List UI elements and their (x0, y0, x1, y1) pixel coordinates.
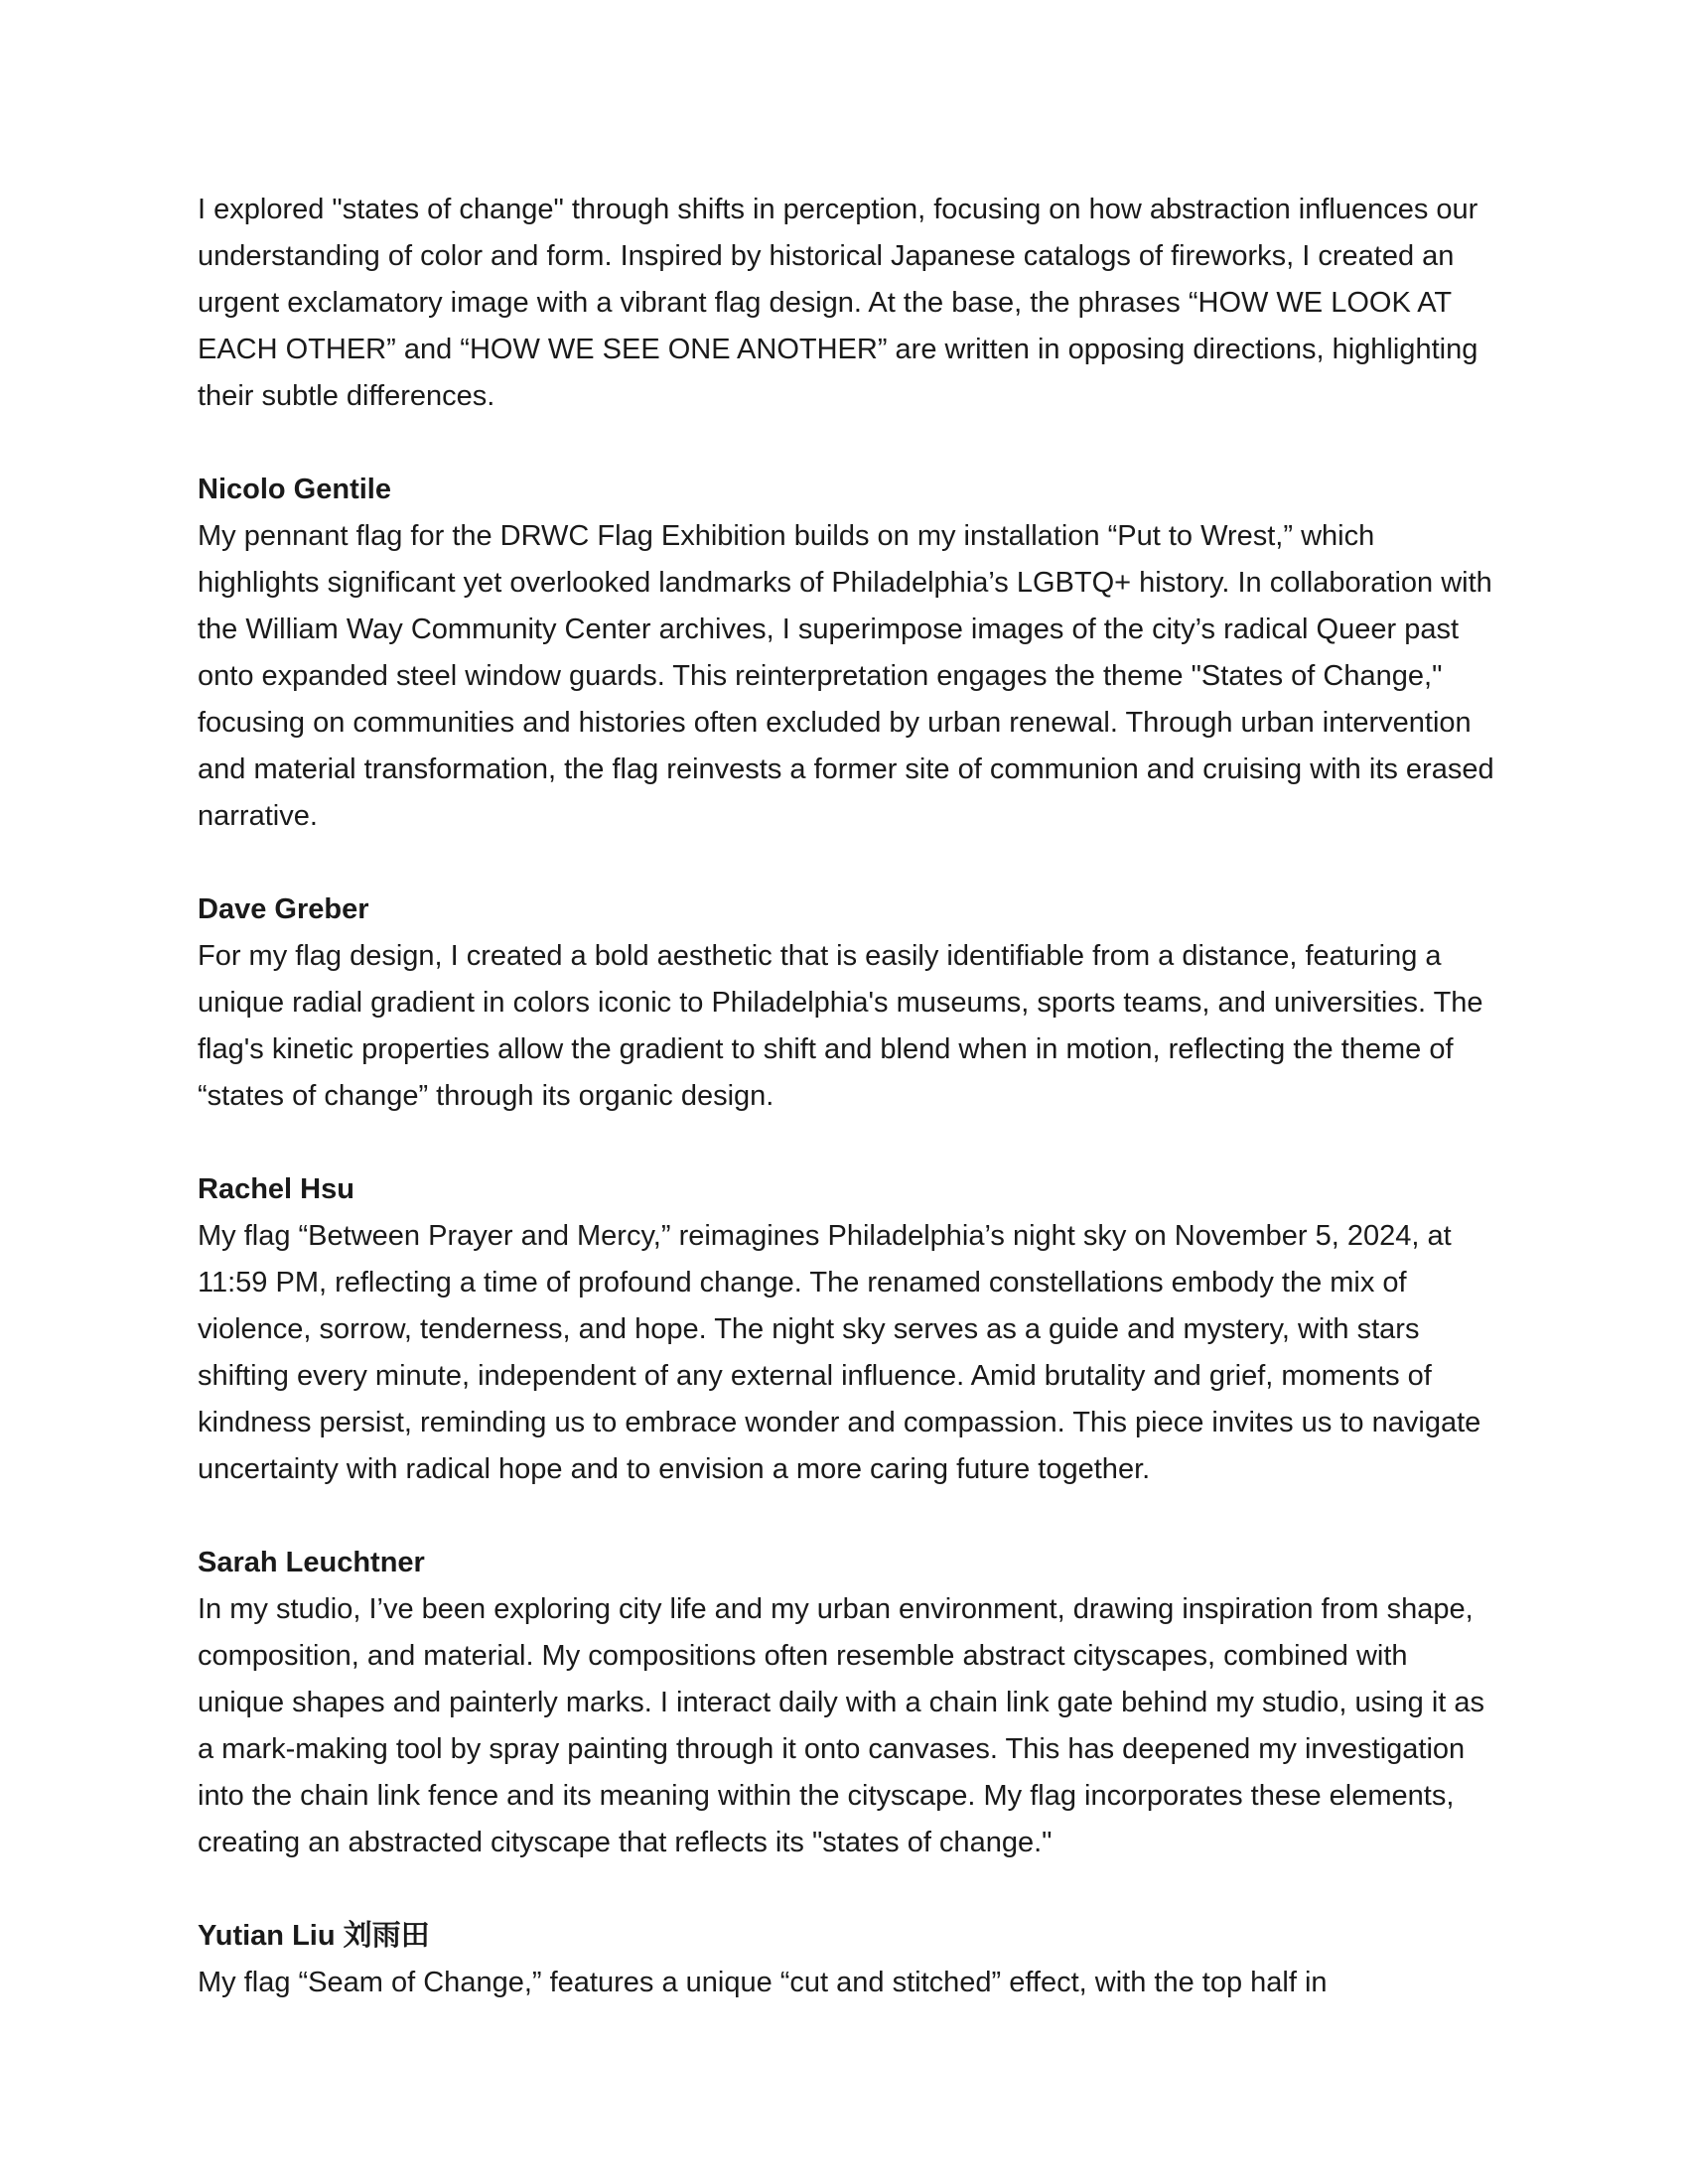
artist-name: Nicolo Gentile (198, 474, 391, 505)
artist-name: Yutian Liu 刘雨田 (198, 1920, 430, 1952)
artist-entry-sarah-leuchtner (198, 1540, 1498, 1866)
artist-name: Sarah Leuchtner (198, 1547, 425, 1578)
artist-entry-nicolo-gentile (198, 467, 1498, 840)
intro-paragraph: I explored "states of change" through shifts in perception, focusing on how abstraction influences our understanding of color and form. Inspired by historical Japanese catalogs of fireworks, I created an urgent exclamatory image with a vibrant flag design. At the base, the phrases “HOW WE LOOK AT EACH OTHER” and “HOW WE SEE ONE ANOTHER” are written in opposing directions, highlighting their subtle differences. (198, 194, 1478, 412)
artist-entry-rachel-hsu (198, 1166, 1498, 1493)
artist-entry-yutian-liu (198, 1913, 1498, 2006)
artist-name: Rachel Hsu (198, 1173, 354, 1205)
artist-statement: My flag “Seam of Change,” features a unique “cut and stitched” effect, with the top half in (198, 1967, 1328, 1998)
artist-name: Dave Greber (198, 893, 369, 925)
artist-entry-dave-greber (198, 887, 1498, 1120)
document-page (198, 187, 1498, 2006)
artist-statement: In my studio, I’ve been exploring city life and my urban environment, drawing inspiration from shape, composition, and material. My compositions often resemble abstract cityscapes, combined with unique shapes and painterly marks. I interact daily with a chain link gate behind my studio, using it as a mark-making tool by spray painting through it onto canvases. This has deepened my investigation into the chain link fence and its meaning within the cityscape. My flag incorporates these elements, creating an abstracted cityscape that reflects its "states of change." (198, 1593, 1485, 1858)
artist-statement: My flag “Between Prayer and Mercy,” reimagines Philadelphia’s night sky on November 5, 2024, at 11:59 PM, reflecting a time of profound change. The renamed constellations embody the mix of violence, sorrow, tenderness, and hope. The night sky serves as a guide and mystery, with stars shifting every minute, independent of any external influence. Amid brutality and grief, moments of kindness persist, reminding us to embrace wonder and compassion. This piece invites us to navigate uncertainty with radical hope and to envision a more caring future together. (198, 1220, 1481, 1485)
artist-statement: For my flag design, I created a bold aesthetic that is easily identifiable from a distance, featuring a unique radial gradient in colors iconic to Philadelphia's museums, sports teams, and universities. The flag's kinetic properties allow the gradient to shift and blend when in motion, reflecting the theme of “states of change” through its organic design. (198, 940, 1483, 1112)
artist-statement: My pennant flag for the DRWC Flag Exhibition builds on my installation “Put to Wrest,” which highlights significant yet overlooked landmarks of Philadelphia’s LGBTQ+ history. In collaboration with the William Way Community Center archives, I superimpose images of the city’s radical Queer past onto expanded steel window guards. This reinterpretation engages the theme "States of Change," focusing on communities and histories often excluded by urban renewal. Through urban intervention and material transformation, the flag reinvests a former site of communion and cruising with its erased narrative. (198, 520, 1494, 832)
